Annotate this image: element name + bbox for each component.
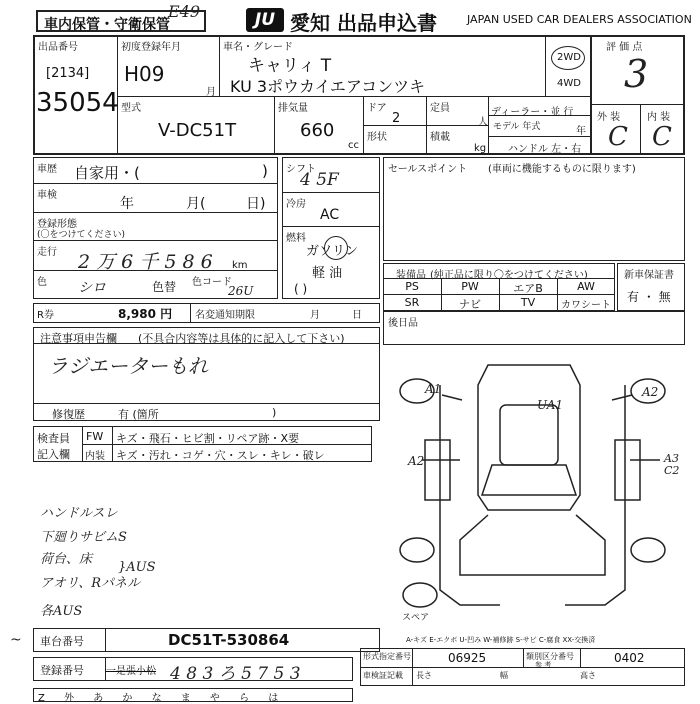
color-label: 色: [37, 277, 47, 288]
history-value: 自家用・(: [74, 164, 140, 182]
cert-height: 高さ: [580, 671, 596, 680]
shift-label: シフト: [286, 164, 316, 175]
equip-tv: TV: [520, 296, 536, 309]
sales-point-label: セールスポイント: [388, 164, 468, 175]
inspector-label-1: 検査員: [37, 432, 70, 445]
mileage-unit: km: [232, 260, 248, 271]
displacement-label: 排気量: [278, 103, 308, 114]
inspection-year: 年: [120, 196, 134, 212]
form-label: 形状: [367, 132, 387, 143]
color-change-label: 色替: [152, 280, 177, 294]
drive-2wd: 2WD: [557, 52, 581, 63]
ju-logo-text: JU: [254, 10, 276, 30]
mark-line-a2: [612, 395, 632, 400]
mark-c2: C2: [664, 464, 680, 477]
fuel-gas: ガソリン: [306, 244, 359, 259]
sales-point-note: (車両に機能するものに限ります): [488, 164, 636, 175]
car-front: [460, 515, 605, 575]
mark-a2-right: A2: [642, 385, 659, 399]
cooler-label: 冷房: [286, 199, 306, 210]
vehicle-label: 車名・グレード: [223, 42, 293, 53]
lot-label: 出品番号: [38, 42, 78, 53]
after-equipment-box: [383, 311, 685, 345]
hw-note-2: 下廻りサビムS: [40, 530, 127, 545]
chassis-value: DC51T-530864: [168, 631, 290, 649]
hw-note-3: 荷台、床: [40, 552, 93, 567]
lot-number: 35054: [36, 88, 119, 118]
name-change-month: 月: [310, 310, 320, 321]
chassis-label: 車台番号: [40, 635, 84, 648]
dealer-year-unit: 年: [576, 126, 586, 137]
name-change-label: 名変通知期限: [195, 310, 255, 321]
form-title: 愛知 出品申込書: [290, 11, 437, 35]
class-no-value: 0402: [614, 651, 645, 665]
drive-4wd: 4WD: [557, 78, 581, 89]
first-reg-label: 初度登録年月: [121, 42, 181, 53]
mileage-value: 2 万 6 千 5 8 6: [78, 251, 213, 273]
equip-ps: PS: [405, 280, 419, 293]
cert-width: 幅: [500, 671, 508, 680]
fuel-paren: ( ): [294, 282, 308, 296]
score-label: 評 価 点: [606, 42, 643, 53]
inspection-day: 日): [246, 196, 266, 212]
mark-a3: A3: [664, 452, 679, 465]
mark-a1: A1: [425, 382, 442, 396]
score-value: 3: [624, 52, 649, 96]
repair-value: 有 (箇所: [118, 408, 159, 421]
fuel-circle: [324, 236, 348, 260]
vehicle-grade: KU 3ポウカイエアコンツキ: [230, 77, 426, 96]
load-label: 積載: [430, 132, 450, 143]
inspection-month: 月(: [186, 196, 206, 212]
bottom-stub-text: Z 外 あ か な ま や ら は: [38, 693, 287, 704]
fuel-light-oil: 軽 油: [312, 266, 343, 281]
after-equipment-label: 後日品: [388, 318, 418, 329]
color-code-value: 26U: [228, 284, 254, 298]
interior-label: 内 装: [647, 112, 671, 123]
shift-value: 4 5F: [300, 170, 339, 190]
notes-sub: (不具合内容等は具体的に記入して下さい): [138, 332, 345, 345]
first-reg-month: 月: [206, 87, 216, 98]
inspection-label: 車検: [37, 190, 57, 201]
inspector-interior-text: キズ・汚れ・コゲ・穴・スレ・キレ・破レ: [116, 449, 325, 462]
inspector-label-2: 記入欄: [37, 448, 70, 461]
displacement-unit: cc: [348, 140, 359, 151]
equip-aw: AW: [577, 280, 595, 293]
capacity-unit: 人: [478, 117, 488, 128]
cert-ref: 参 考: [535, 661, 552, 669]
doors-label: ドア: [367, 103, 387, 114]
equip-leather: カワシート: [561, 300, 611, 311]
color-value: シロ: [78, 280, 106, 296]
regtype-label: 登録形態: [37, 219, 77, 230]
first-reg-value: H09: [124, 62, 165, 86]
capacity-label: 定員: [430, 103, 450, 114]
spec-no-value: 06925: [448, 651, 487, 665]
warranty-value: 有 ・ 無: [627, 290, 671, 304]
wheel-front-right: [631, 538, 665, 562]
equip-navi: ナビ: [459, 298, 481, 311]
mark-a2-left: A2: [408, 454, 425, 468]
spec-no-label: 形式指定番号: [363, 652, 411, 661]
wheel-front-left: [400, 538, 434, 562]
equip-sr: SR: [404, 296, 420, 309]
spare-label: スペア: [402, 613, 430, 623]
name-change-day: 日: [352, 310, 362, 321]
equipment-note: (純正品に限り〇をつけてください): [430, 270, 588, 281]
equip-airbag: エアB: [513, 282, 543, 295]
class-no-label: 類別区分番号: [526, 652, 574, 661]
inspector-fw: FW: [86, 430, 104, 443]
ju-logo: [246, 8, 284, 32]
lot-bracket: [2134]: [46, 66, 90, 81]
car-left-door: [425, 440, 450, 500]
recycle-value: 8,980 円: [118, 307, 173, 321]
dealer-import: ディーラー・並 行: [491, 107, 574, 118]
registration-label: 登録番号: [40, 664, 84, 677]
car-right-door: [615, 440, 640, 500]
regtype-sub: (〇をつけてください): [37, 230, 126, 240]
cert-label: 車検証記載: [363, 671, 403, 680]
mileage-label: 走行: [37, 247, 57, 258]
car-cab-roof: [500, 405, 558, 465]
exterior-value: C: [608, 122, 628, 152]
displacement-value: 660: [300, 120, 335, 141]
cert-length: 長さ: [416, 671, 432, 680]
dealer-handle: ハンドル 左・右: [508, 144, 582, 155]
hw-note-4: アオリ、Rパネル: [40, 576, 141, 591]
mark-line-a1: [442, 395, 462, 400]
wheel-spare: [403, 583, 437, 607]
storage-tag-label: 車内保管・守衛保管: [44, 17, 170, 33]
repair-close: ): [272, 406, 277, 419]
form-subtitle: JAPAN USED CAR DEALERS ASSOCIATION: [467, 13, 692, 26]
registration-value: 4 8 3 ろ 5 7 5 3: [170, 664, 301, 684]
fuel-label: 燃料: [286, 233, 306, 244]
doors-value: 2: [392, 111, 401, 126]
chassis-mark: ~: [10, 632, 22, 648]
exterior-label: 外 装: [597, 112, 621, 123]
hw-note-1: ハンドルスレ: [40, 506, 118, 521]
model-label: 型式: [121, 103, 141, 114]
equip-pw: PW: [461, 280, 479, 293]
history-label: 車歴: [37, 164, 57, 175]
diagram-legend: A-キズ E-エクボ U-凹み W-補修跡 S-サビ C-腐食 XX-交換済: [406, 636, 596, 644]
equipment-label: 装備品: [396, 270, 426, 281]
color-code-label: 色コード: [192, 277, 232, 288]
registration-strike: 一是張小松: [106, 666, 156, 677]
dealer-model-year: モデル 年式: [493, 122, 541, 132]
inspector-fw-text: キズ・飛石・ヒビ割・リペア跡・X要: [116, 432, 300, 445]
vehicle-name: キャリィ T: [248, 56, 332, 76]
history-close: ): [262, 162, 268, 180]
mark-ua1: UA1: [537, 398, 564, 412]
warranty-label: 新車保証書: [624, 270, 674, 281]
interior-value: C: [652, 122, 672, 152]
drive-circle: [551, 46, 585, 70]
cooler-value: AC: [320, 207, 340, 223]
car-bed-outline: [478, 365, 580, 510]
inspector-interior: 内装: [85, 451, 105, 462]
recycle-label: R券: [37, 310, 54, 321]
notes-label: 注意事項申告欄: [40, 332, 117, 345]
model-value: V-DC51T: [158, 120, 237, 141]
repair-label: 修復歴: [52, 408, 85, 421]
notes-handwritten: ラジエーターもれ: [48, 354, 208, 378]
tag-handwritten: E49: [168, 2, 201, 21]
car-windshield: [482, 465, 576, 495]
hw-note-5: }AUS: [118, 560, 156, 575]
hw-note-6: 各AUS: [40, 604, 83, 619]
load-unit: kg: [474, 143, 487, 154]
